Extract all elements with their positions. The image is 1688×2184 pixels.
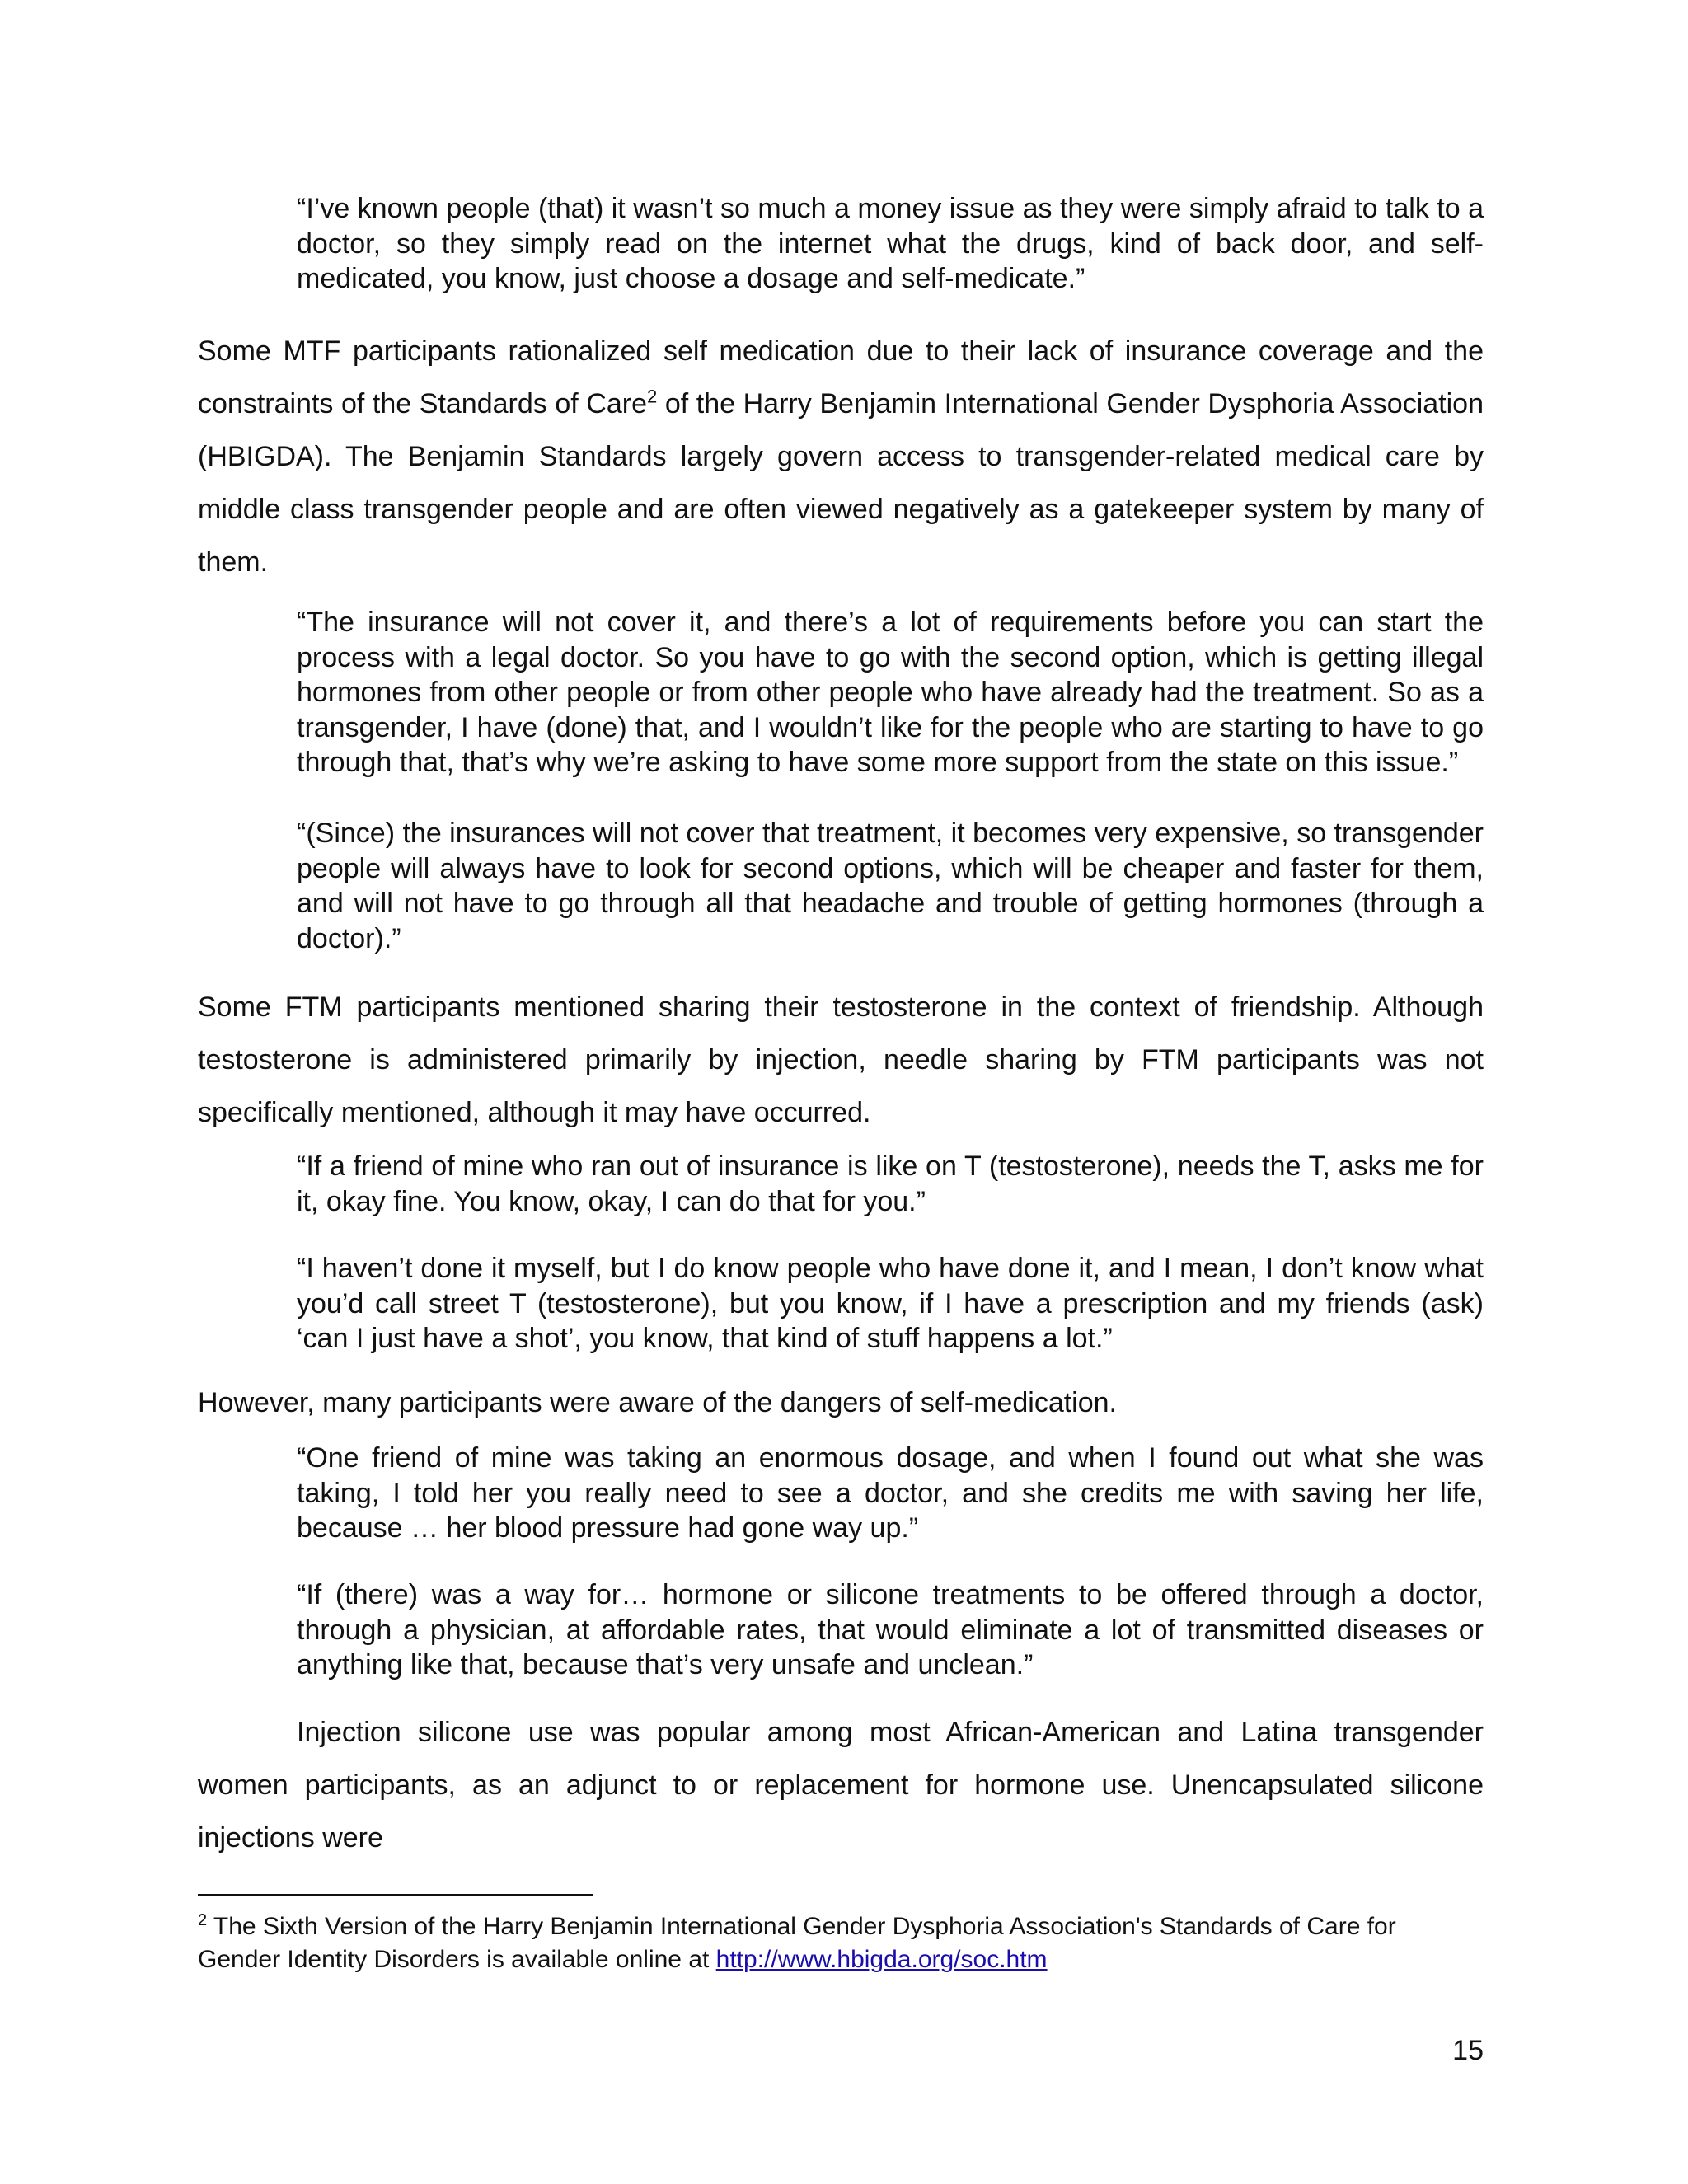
block-quote-1: “I’ve known people (that) it wasn’t so much a money issue as they were simply afraid to talk to a doctor, so they simply read on the internet what the drugs, kind of back door, and self-medicated, you know, just choose a dosage and self-medicate.” (297, 193, 1484, 294)
footnote-separator (198, 1894, 593, 1896)
block-quote-5: “I haven’t done it myself, but I do know people who have done it, and I mean, I don’t know what you’d call street T (testosterone), but you know, if I have a prescription and my friends (ask) ‘can I just have a shot’, you know, that kind of stuff happens a lot.” (297, 1253, 1484, 1354)
body-paragraph-ftm-sharing: Some FTM participants mentioned sharing their testosterone in the context of friendship. Although testosterone is administered primarily by injection, needle sharing by FTM participants was not specifically mentioned, although it may have occurred. (198, 991, 1484, 1128)
block-quote-3: “(Since) the insurances will not cover that treatment, it becomes very expensive, so transgender people will always have to look for second options, which will be cheaper and faster for them, and will not have to go through all that headache and trouble of getting hormones (through a doctor).” (297, 818, 1484, 954)
block-quote-2: “The insurance will not cover it, and there’s a lot of requirements before you can start the process with a legal doctor. So you have to go with the second option, which is getting illegal hormones from other people or from other people who have already had the treatment. So as a transgender, I have (done) that, and I wouldn’t like for the people who are starting to have to go through that, that’s why we’re asking to have some more support from the state on this issue.” (297, 607, 1484, 778)
footnote (198, 1910, 1484, 1976)
footnote-text: The Sixth Version of the Harry Benjamin International Gender Dysphoria Association's Standards of Care for Gender Identity Disorders is available online at (198, 1913, 1396, 1973)
block-quote-7: “If (there) was a way for… hormone or silicone treatments to be offered through a doctor, through a physician, at affordable rates, that would eliminate a lot of transmitted diseases or anything like that, because that’s very unsafe and unclean.” (297, 1579, 1484, 1680)
paragraph-text: Some MTF participants rationalized self medication due to their lack of insurance coverage and the constraints of the Standards of Care (198, 335, 1484, 419)
block-quote-6: “One friend of mine was taking an enormous dosage, and when I found out what she was taking, I told her you really need to see a doctor, and she credits me with saving her life, because … her blood pressure had gone way up.” (297, 1442, 1484, 1544)
block-quote-4: “If a friend of mine who ran out of insurance is like on T (testosterone), needs the T, asks me for it, okay fine. You know, okay, I can do that for you.” (297, 1151, 1484, 1217)
body-paragraph-dangers: However, many participants were aware of the dangers of self-medication. (198, 1387, 1117, 1418)
paragraph-text: of the Harry Benjamin International Gender Dysphoria Association (HBIGDA). The Benjamin Standards largely govern access to transgender-related medical care by middle class transgender people and are often viewed negatively as a gatekeeper system by many of them. (198, 388, 1484, 578)
body-paragraph-mtf-self-medication (198, 325, 1484, 588)
footnote-marker: 2 (198, 1911, 208, 1929)
page-number: 15 (1452, 2035, 1484, 2066)
footnote-reference[interactable]: 2 (647, 386, 658, 407)
body-paragraph-silicone: Injection silicone use was popular among most African-American and Latina transgender women participants, as an adjunct to or replacement for hormone use. Unencapsulated silicone injections were (198, 1717, 1484, 1854)
footnote-link[interactable]: http://www.hbigda.org/soc.htm (715, 1946, 1048, 1973)
